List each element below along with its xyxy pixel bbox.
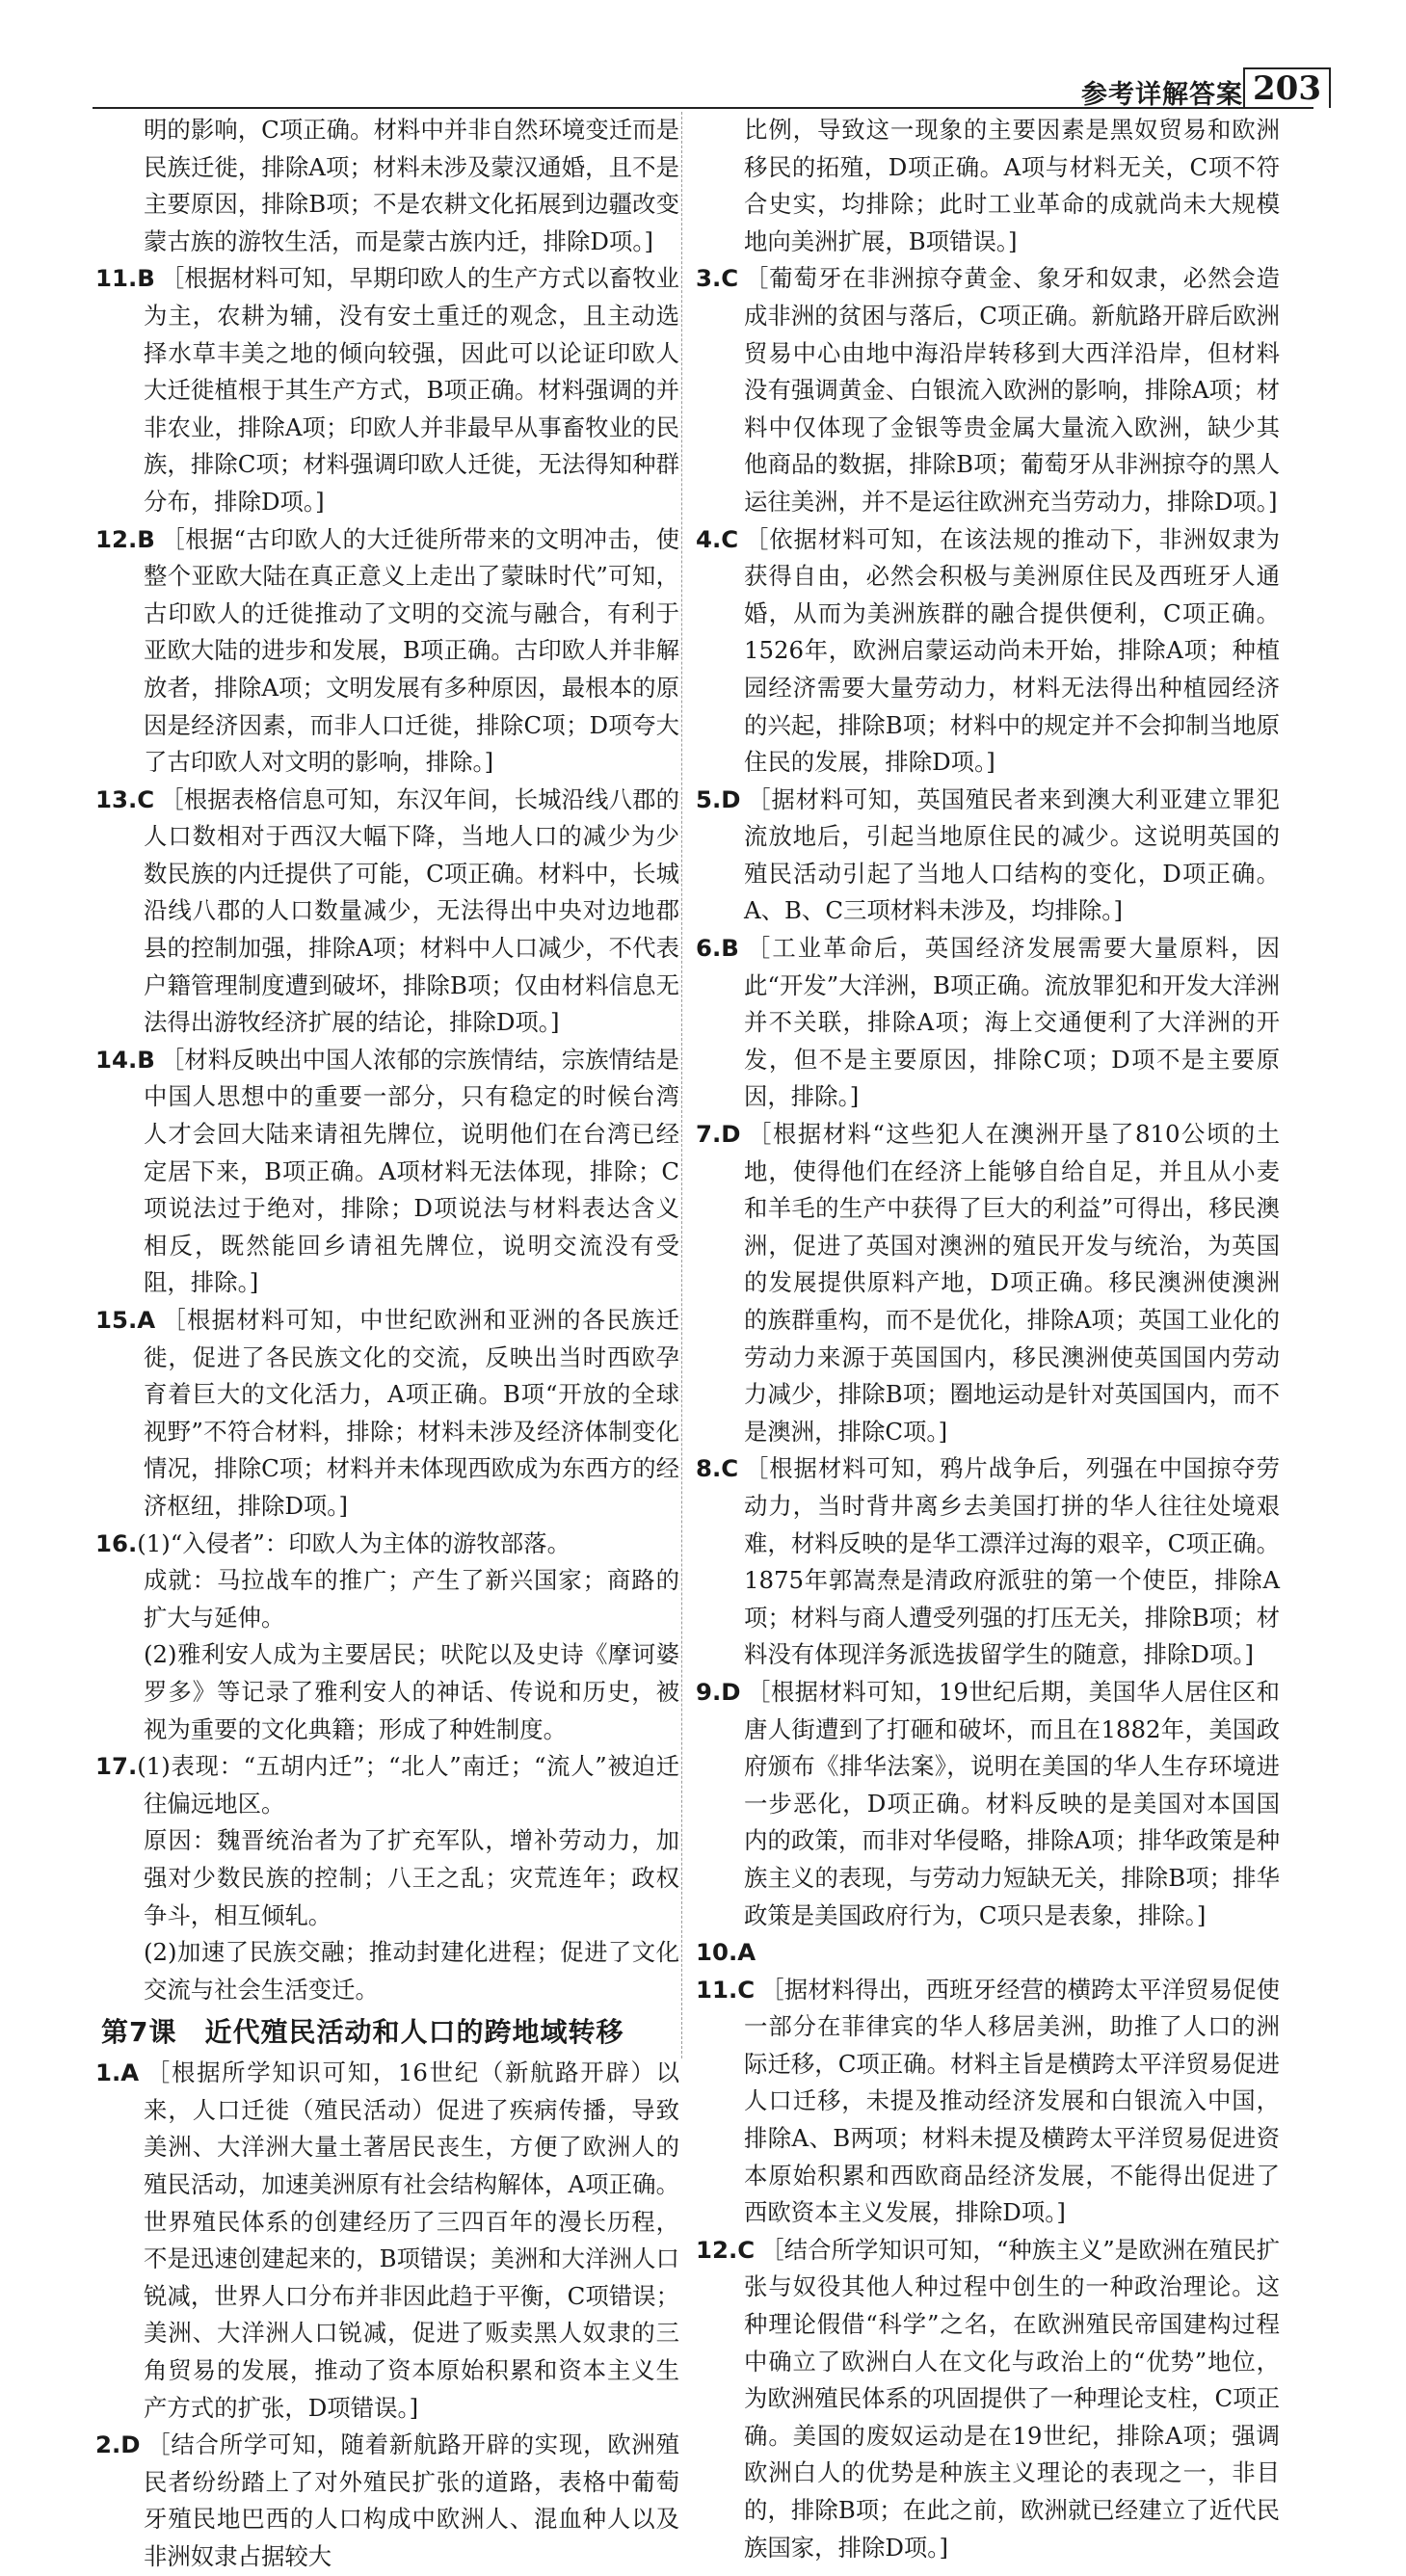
answer-17-reasons: 原因：魏晋统治者为了扩充军队，增补劳动力，加强对少数民族的控制；八王之乱；灾荒连年；政权争斗，相互倾轧。	[144, 1826, 679, 1929]
answer-lesson7-6: 6.B ［工业革命后，英国经济发展需要大量原料，因此“开发”大洋洲，B项正确。流放罪犯和开发大洋洲并不关联，排除A项；海上交通便利了大洋洲的开发，但不是主要原因，排除C项；D项不是主要原因，排除。]	[696, 934, 1280, 1111]
answer-lesson7-8: 8.C ［根据材料可知，鸦片战争后，列强在中国掠夺劳动力，当时背井离乡去美国打拼的华人往往处境艰难，材料反映的是华工漂洋过海的艰辛，C项正确。1875年郭嵩焘是清政府派驻的第一个使臣，排除A项；材料与商人遭受列强的打压无关，排除B项；材料没有体现洋务派选拔留学生的随意，排除D项。]	[696, 1454, 1280, 1669]
answer-lesson7-2: 2.D ［结合所学可知，随着新航路开辟的实现，欧洲殖民者纷纷踏上了对外殖民扩张的道路，表格中葡萄牙殖民地巴西的人口构成中欧洲人、混血种人以及非洲奴隶占据较大	[95, 2430, 679, 2570]
answer-lesson7-11: 11.C ［据材料得出，西班牙经营的横跨太平洋贸易促使一部分在菲律宾的华人移居美洲，助推了人口的洲际迁移，C项正确。材料主旨是横跨太平洋贸易促进人口迁移，未提及推动经济发展和白银流入中国，排除A、B两项；材料未提及横跨太平洋贸易促进资本原始积累和西欧商品经济发展，不能得出促进了西欧资本主义发展，排除D项。]	[696, 1975, 1280, 2227]
answer-13: 13.C ［根据表格信息可知，东汉年间，长城沿线八郡的人口数相对于西汉大幅下降，当地人口的减少为少数民族的内迁提供了可能，C项正确。材料中，长城沿线八郡的人口数量减少，无法得出中央对边地郡县的控制加强，排除A项；材料中人口减少，不代表户籍管理制度遭到破坏，排除B项；仅由材料信息无法得出游牧经济扩展的结论，排除D项。]	[95, 784, 679, 1037]
answer-lesson7-5: 5.D ［据材料可知，英国殖民者来到澳大利亚建立罪犯流放地后，引起当地原住民的减少。这说明英国的殖民活动引起了当地人口结构的变化，D项正确。A、B、C三项材料未涉及，均排除。]	[696, 784, 1280, 925]
header-title: 参考详解答案	[1081, 80, 1243, 110]
right-column	[696, 112, 1280, 2566]
answer-lesson7-7: 7.D ［根据材料“这些犯人在澳洲开垦了810公顷的土地，使得他们在经济上能够自给自足，并且从小麦和羊毛的生产中获得了巨大的利益”可得出，移民澳洲，促进了英国对澳洲的殖民开发与统治，为英国的发展提供原料产地，D项正确。移民澳洲使澳洲的族群重构，而不是优化，排除A项；英国工业化的劳动力来源于英国国内，移民澳洲使英国国内劳动力减少，排除B项；圈地运动是针对英国国内，而不是澳洲，排除C项。]	[696, 1120, 1280, 1446]
left-column	[95, 112, 679, 2576]
answer-lesson7-10: 10.A	[696, 1938, 756, 1967]
answer-15: 15.A ［根据材料可知，中世纪欧洲和亚洲的各民族迁徙，促进了各民族文化的交流，反映出当时西欧孕育着巨大的文化活力，A项正确。B项“开放的全球视野”不符合材料，排除；材料未涉及经济体制变化情况，排除C项；材料并未体现西欧成为东西方的经济枢纽，排除D项。]	[95, 1306, 679, 1520]
answer-continuation: 明的影响，C项正确。材料中并非自然环境变迁而是民族迁徙，排除A项；材料未涉及蒙汉通婚，且不是主要原因，排除B项；不是农耕文化拓展到边疆改变蒙古族的游牧生活，而是蒙古族内迁，排除D项。]	[144, 116, 679, 255]
header-rule	[93, 107, 1313, 109]
answer-lesson7-1: 1.A ［根据所学知识可知，16世纪（新航路开辟）以来，人口迁徙（殖民活动）促进了疾病传播，导致美洲、大洋洲大量土著居民丧生，方便了欧洲人的殖民活动，加速美洲原有社会结构解体，A项正确。世界殖民体系的创建经历了三四百年的漫长历程，不是迅速创建起来的，B项错误；美洲和大洋洲人口锐减，世界人口分布并非因此趋于平衡，C项错误；美洲、大洋洲人口锐减，促进了贩卖黑人奴隶的三角贸易的发展，推动了资本原始积累和资本主义生产方式的扩张，D项错误。]	[95, 2058, 679, 2422]
column-divider	[681, 112, 682, 2058]
answer-16-achievements: 成就：马拉战车的推广；产生了新兴国家；商路的扩大与延伸。	[144, 1566, 679, 1632]
page-number: 203	[1243, 67, 1331, 108]
answer-16-part1: 16.(1)“入侵者”：印欧人为主体的游牧部落。	[95, 1528, 570, 1557]
answer-2-continuation: 比例，导致这一现象的主要因素是黑奴贸易和欧洲移民的拓殖，D项正确。A项与材料无关，C项不符合史实，均排除；此时工业革命的成就尚未大规模地向美洲扩展，B项错误。]	[744, 116, 1280, 255]
answer-lesson7-12: 12.C ［结合所学知识可知，“种族主义”是欧洲在殖民扩张与奴役其他人种过程中创生的一种政治理论。这种理论假借“科学”之名，在欧洲殖民帝国建构过程中确立了欧洲白人在文化与政治上的“优势”地位，为欧洲殖民体系的巩固提供了一种理论支柱，C项正确。美国的废奴运动是在19世纪，排除A项；强调欧洲白人的优势是种族主义理论的表现之一，非目的，排除B项；在此之前，欧洲就已经建立了近代民族国家，排除D项。]	[696, 2235, 1280, 2562]
lesson-heading: 第7课 近代殖民活动和人口的跨地域转移	[101, 2016, 624, 2049]
answer-17-part1: 17.(1)表现：“五胡内迁”；“北人”南迁；“流人”被迫迁往偏远地区。	[95, 1752, 679, 1818]
answer-16-part2: (2)雅利安人成为主要居民；吠陀以及史诗《摩诃婆罗多》等记录了雅利安人的神话、传说和历史，被视为重要的文化典籍；形成了种姓制度。	[144, 1640, 679, 1743]
answer-17-part2: (2)加速了民族交融；推动封建化进程；促进了文化交流与社会生活变迁。	[144, 1938, 679, 2004]
answer-14: 14.B ［材料反映出中国人浓郁的宗族情结，宗族情结是中国人思想中的重要一部分，只有稳定的时候台湾人才会回大陆来请祖先牌位，说明他们在台湾已经定居下来，B项正确。A项材料无法体现，排除；C项说法过于绝对，排除；D项说法与材料表达含义相反，既然能回乡请祖先牌位，说明交流没有受阻，排除。]	[95, 1045, 679, 1297]
answer-lesson7-3: 3.C ［葡萄牙在非洲掠夺黄金、象牙和奴隶，必然会造成非洲的贫困与落后，C项正确。新航路开辟后欧洲贸易中心由地中海沿岸转移到大西洋沿岸，但材料没有强调黄金、白银流入欧洲的影响，排除A项；材料中仅体现了金银等贵金属大量流入欧洲，缺少其他商品的数据，排除B项；葡萄牙从非洲掠夺的黑人运往美洲，并不是运往欧洲充当劳动力，排除D项。]	[696, 264, 1280, 516]
answer-11: 11.B ［根据材料可知，早期印欧人的生产方式以畜牧业为主，农耕为辅，没有安土重迁的观念，且主动选择水草丰美之地的倾向较强，因此可以论证印欧人大迁徙植根于其生产方式，B项正确。材料强调的并非农业，排除A项；印欧人并非最早从事畜牧业的民族，排除C项；材料强调印欧人迁徙，无法得知种群分布，排除D项。]	[95, 264, 679, 516]
page-header	[0, 0, 1406, 110]
answer-lesson7-4: 4.C ［依据材料可知，在该法规的推动下，非洲奴隶为获得自由，必然会积极与美洲原住民及西班牙人通婚，从而为美洲族群的融合提供便利，C项正确。1526年，欧洲启蒙运动尚未开始，排除A项；种植园经济需要大量劳动力，材料无法得出种植园经济的兴起，排除B项；材料中的规定并不会抑制当地原住民的发展，排除D项。]	[696, 524, 1280, 777]
answer-lesson7-9: 9.D ［根据材料可知，19世纪后期，美国华人居住区和唐人街遭到了打砸和破坏，而且在1882年，美国政府颁布《排华法案》，说明在美国的华人生存环境进一步恶化，D项正确。材料反映的是美国对本国国内的政策，而非对华侵略，排除A项；排华政策是种族主义的表现，与劳动力短缺无关，排除B项；排华政策是美国政府行为，C项只是表象，排除。]	[696, 1677, 1280, 1929]
answer-12: 12.B ［根据“古印欧人的大迁徙所带来的文明冲击，使整个亚欧大陆在真正意义上走出了蒙昧时代”可知，古印欧人的迁徙推动了文明的交流与融合，有利于亚欧大陆的进步和发展，B项正确。古印欧人并非解放者，排除A项；文明发展有多种原因，最根本的原因是经济因素，而非人口迁徙，排除C项；D项夸大了古印欧人对文明的影响，排除。]	[95, 524, 679, 777]
